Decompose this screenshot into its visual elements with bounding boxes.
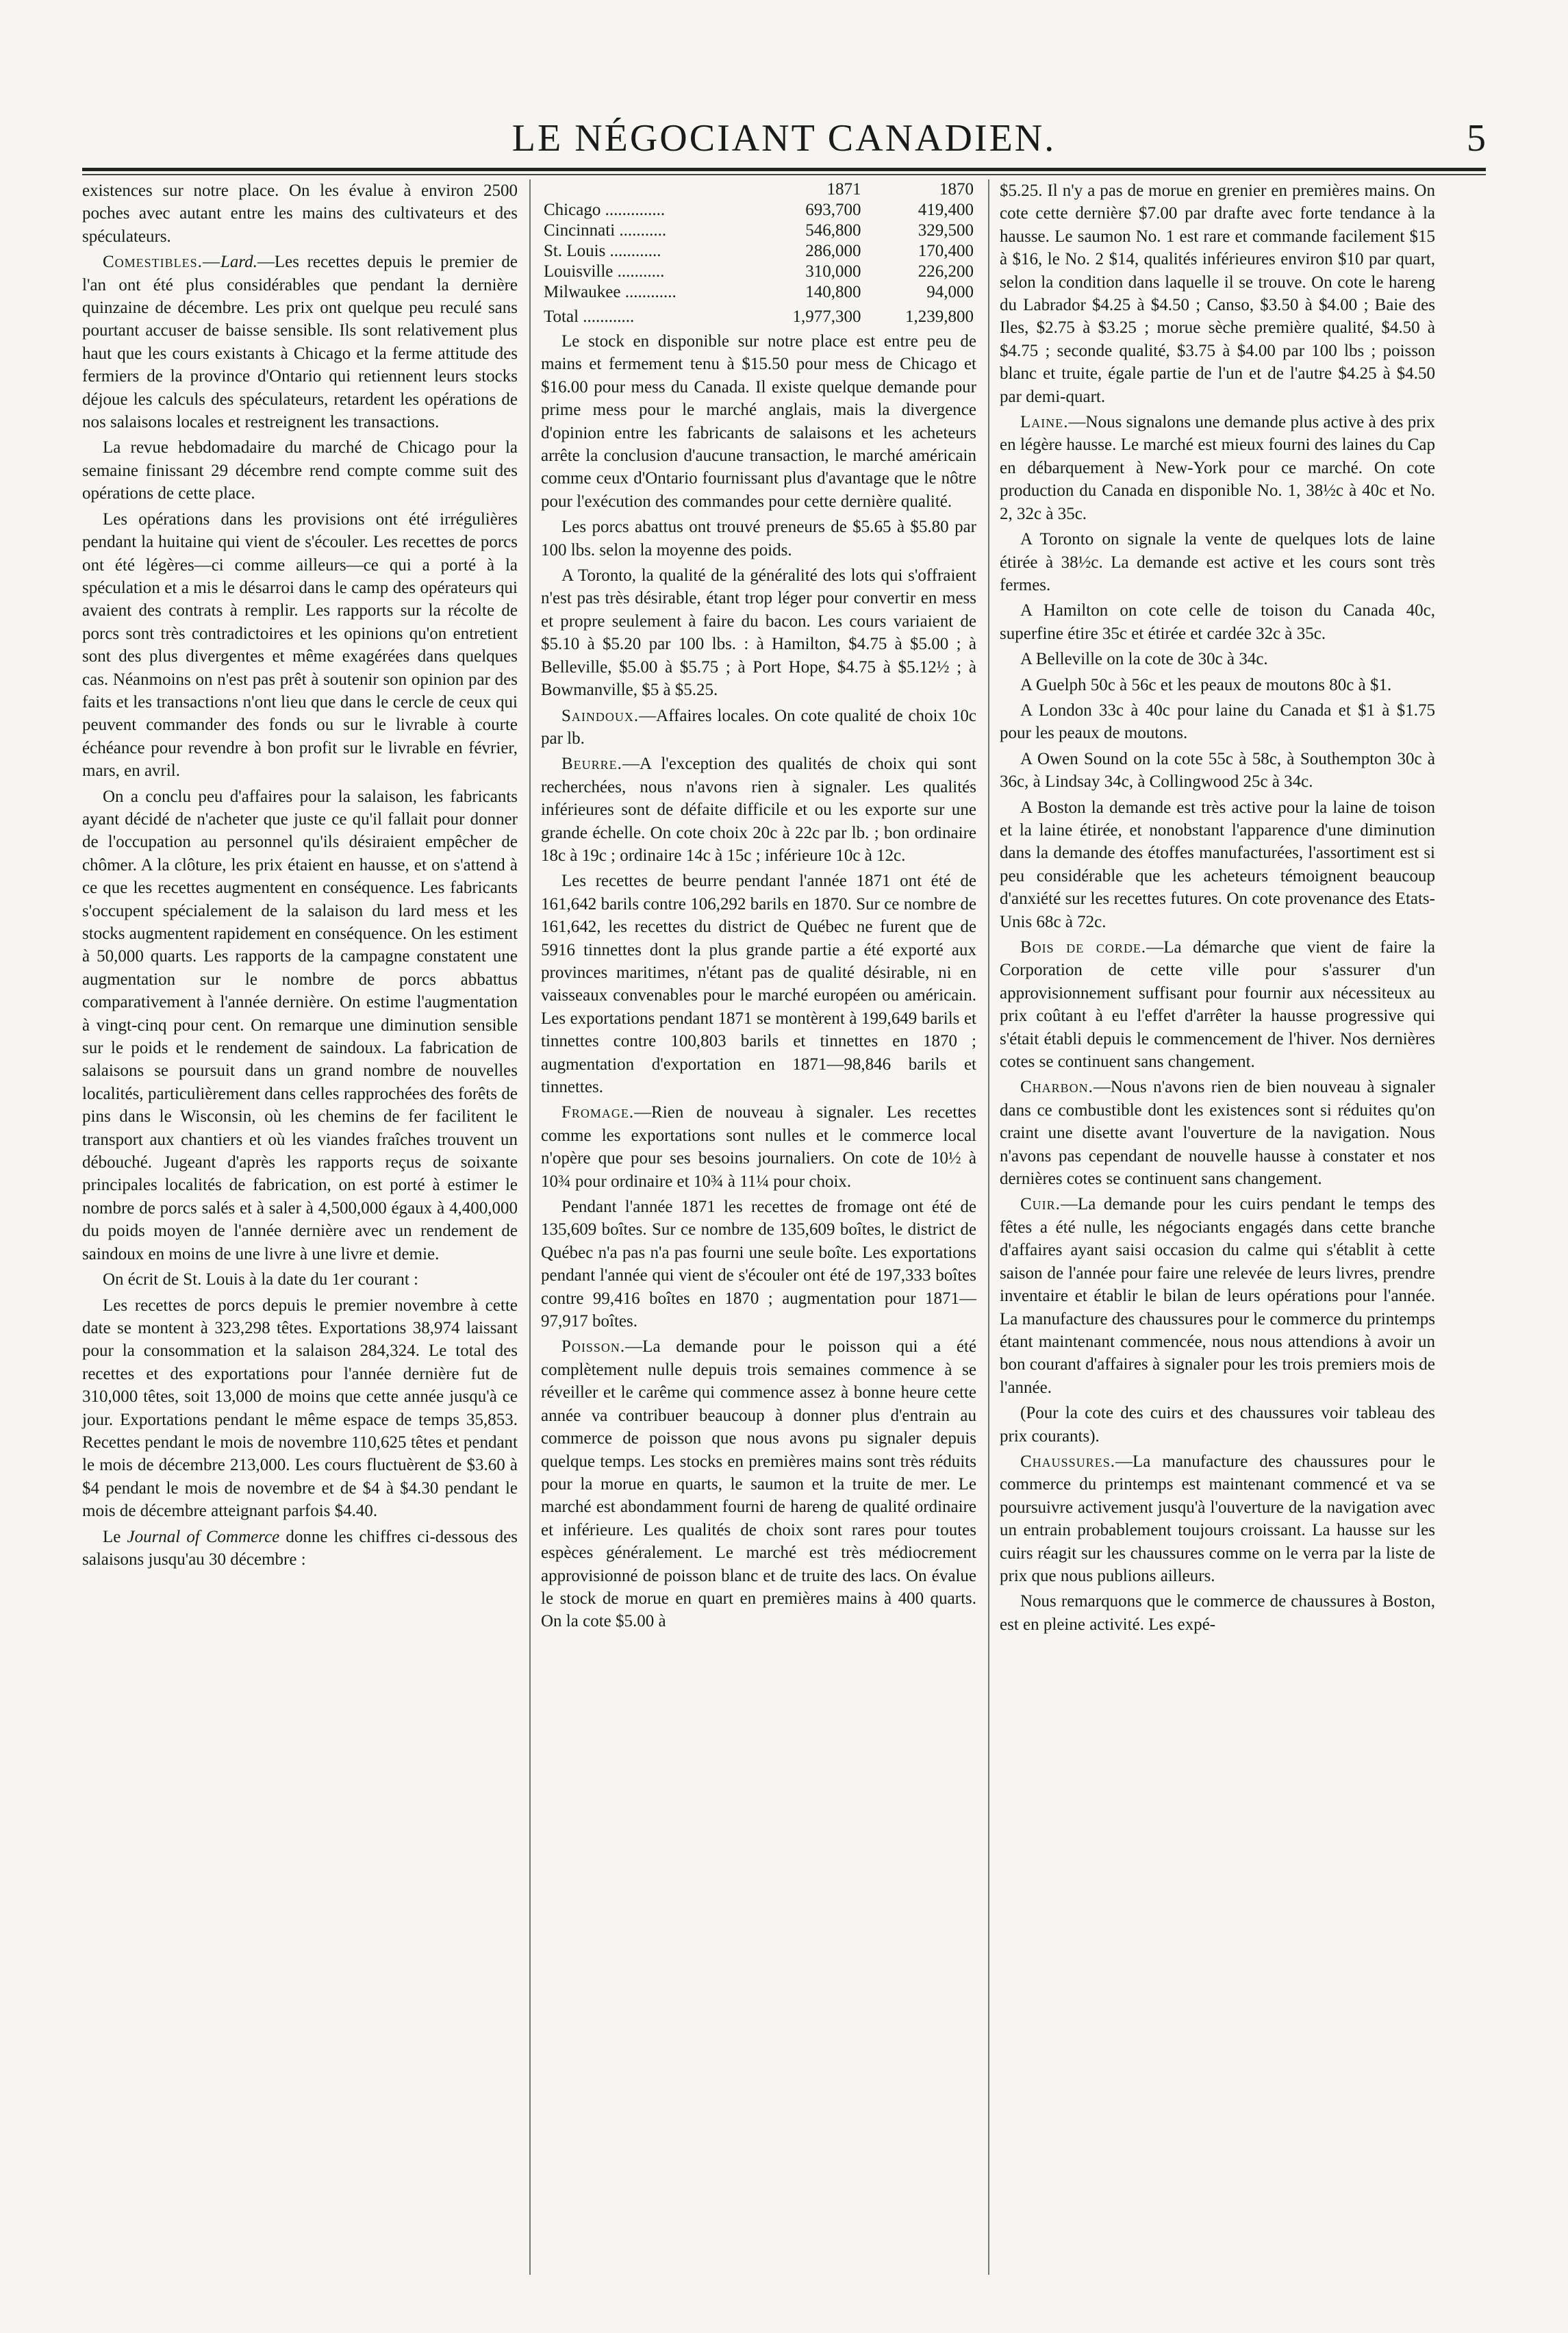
- value-1871-cell: 140,800: [805, 283, 861, 301]
- value-1871-cell: 310,000: [805, 262, 861, 281]
- total-1871-cell: 1,977,300: [792, 307, 861, 326]
- paragraph: A Guelph 50c à 56c et les peaux de moutons 80c à $1.: [1020, 675, 1392, 694]
- paragraph: A Toronto on signale la vente de quelques lots de laine étirée à 38½c. La demande est active et les cours sont très fermes.: [1000, 530, 1435, 594]
- masthead-title: LE NÉGOCIANT CANADIEN.: [511, 117, 1057, 160]
- paragraph: $5.25. Il n'y a pas de morue en grenier en premières mains. On cote cette dernière $7.00 par drafte avec forte tendance à la hausse. Le saumon No. 1 est rare et commande facilement $15 à $16, le No. 2 $14, qualités inférieures environ $10 par quart, selon la condition dans laquelle il se trouve. On cote le hareng du Labrador $4.25 à $4.50 ; Canso, $3.50 à $4.00 ; Baie des Iles, $2.75 à $3.25 ; morue sèche première qualité, $4.50 à $4.75 ; seconde qualité, $3.75 à $4.00 par 100 lbs ; poisson blanc et truite, égale partie de l'un et de l'autre $4.25 à $4.50 par demi-quart.: [1000, 181, 1435, 406]
- paragraph: Les opérations dans les provisions ont été irrégulières pendant la huitaine qui vient de s'écouler. Les recettes de porcs ont été légères—ci comme ailleurs—ce qui a porté à la spéculation et a mis le désarroi dans le camp des opérateurs qui avaient des contrats à remplir. Les rapports sur la récolte de porcs sont très contradictoires et les opinions qu'on entretient sont des plus divergentes et même exagérées dans quelques cas. Néanmoins on n'est pas prêt à soutenir son opinion par des faits et les transactions n'ont lieu que dans le cercle de ceux qui peuvent commander des fonds ou sur le livrable à courte échéance pour revendre à bon profit sur le livrable en février, mars, en avril.: [82, 509, 518, 781]
- paragraph-poisson: [541, 1335, 976, 1632]
- value-1871-cell: 693,700: [805, 201, 861, 219]
- page-number: 5: [1467, 117, 1486, 160]
- section-sublead: Lard.: [220, 253, 257, 272]
- table-row: [541, 200, 976, 220]
- table-total-row: [541, 303, 976, 327]
- value-1870-cell: 329,500: [918, 221, 974, 240]
- total-label-cell: Total ............: [544, 307, 635, 326]
- paragraph: La revue hebdomadaire du marché de Chicago pour la semaine finissant 29 décembre rend compte comme suit des opérations de cette place.: [82, 438, 518, 503]
- table-header-1871: 1871: [826, 180, 861, 199]
- paragraph-laine: [1000, 411, 1435, 525]
- paragraph-text: —La démarche que vient de faire la Corporation de cette ville pour s'assurer d'un approvisionnement suffisant pour fournir aux nécessiteux au prix coûtant à eu l'effet d'arrêter la hausse progressive qui s'était établi depuis le commencement de l'hiver. Nos dernières cotes se continuent sans changement.: [1000, 938, 1435, 1072]
- header-rule-thick: [82, 168, 1486, 171]
- paragraph: A Boston la demande est très active pour la laine de toison et la laine étirée, et nonobstant l'apparence d'une diminution dans la demande des étoffes manufacturées, l'assortiment est si peu considérable que les acheteurs témoignent beaucoup d'anxiété sur les recettes futures. On cote provenance des Etats-Unis 68c à 72c.: [1000, 798, 1435, 931]
- paragraph: Les recettes de beurre pendant l'année 1871 ont été de 161,642 barils contre 106,292 barils en 1870. Sur ce nombre de 161,642, les recettes du district de Québec ne furent que de 5916 tinnettes dont la plus grande partie a été exporté aux provinces maritimes, n'étant pas de qualité désirable, ni en vaisseaux convenables pour le marché européen ou américain. Les exportations pendant 1871 se montèrent à 199,649 barils et tinnettes contre 100,803 barils et tinnettes en 1870 ; augmentation d'exportation en 1871—98,846 barils et tinnettes.: [541, 872, 976, 1096]
- paragraph: A Toronto, la qualité de la généralité des lots qui s'offraient n'est pas très désirable, étant trop léger pour convertir en mess et propre seulement à faire du bacon. Les cours variaient de $5.10 à $5.20 par 100 lbs. : à Hamilton, $4.75 à $5.00 ; à Belleville, $5.00 à $5.75 ; à Port Hope, $4.75 à $5.12½ ; à Bowmanville, $5 à $5.25.: [541, 566, 976, 700]
- paragraph: Le stock en disponible sur notre place est entre peu de mains et fermement tenu à $15.50 pour mess de Chicago et $16.00 pour mess du Canada. Il existe quelque demande pour prime mess pour le marché anglais, mais la divergence d'opinion entre les fabricants de salaisons et les acheteurs arrête la conclusion d'aucune transaction, le marché américain comme ceux d'Ontario fournissant plus d'avantage que le nôtre pour l'exécution des commandes pour cette dernière qualité.: [541, 332, 976, 511]
- paragraph-journal: [82, 1526, 518, 1572]
- paragraph: existences sur notre place. On les évalue à environ 2500 poches avec autant entre les mains des cultivateurs et des spéculateurs.: [82, 181, 518, 246]
- paragraph-text: —Nous n'avons rien de bien nouveau à signaler dans ce combustible dont les existences sont si réduites qu'on craint une disette avant l'ouverture de la navigation. Nous n'avons pas cependant de nouvelle hausse à constater et nos dernières cotes se continuent sans changement.: [1000, 1078, 1435, 1189]
- paragraph-chaussures: [1000, 1450, 1435, 1587]
- header-rule-thin: [82, 174, 1486, 175]
- paragraph-cuir: [1000, 1193, 1435, 1399]
- column-1: [82, 179, 518, 1574]
- paragraph: On écrit de St. Louis à la date du 1er courant :: [103, 1270, 418, 1289]
- column-3: [1000, 179, 1435, 1639]
- salaisons-table: [541, 179, 976, 327]
- table-header-blank: [541, 179, 751, 200]
- paragraph-text: donne les chiffres ci-dessous des salaisons jusqu'au 30 décembre :: [82, 1527, 518, 1569]
- paragraph: A Hamilton on cote celle de toison du Canada 40c, superfine étire 35c et étirée et cardée 32c à 35c.: [1000, 601, 1435, 643]
- paragraph: (Pour la cote des cuirs et des chaussures voir tableau des prix courants).: [1000, 1404, 1435, 1446]
- paragraph: A London 33c à 40c pour laine du Canada et $1 à $1.75 pour les peaux de moutons.: [1000, 701, 1435, 743]
- paragraph-text: —La manufacture des chaussures pour le commerce du printemps est maintenant commencé et va se poursuivre activement jusqu'à l'ouverture de la navigation avec un entrain probablement toujours croissant. La hausse sur les cuirs réagit sur les chaussures comme on le verra par la liste de prix que nous publions ailleurs.: [1000, 1452, 1435, 1585]
- paragraph: Les porcs abattus ont trouvé preneurs de $5.65 à $5.80 par 100 lbs. selon la moyenne des poids.: [541, 518, 976, 559]
- paragraph-text: —Rien de nouveau à signaler. Les recettes comme les exportations sont nulles et le commerce local n'opère que pour ses besoins journaliers. On cote de 10½ à 10¾ pour ordinaire et 10¾ à 11¼ pour choix.: [541, 1103, 976, 1191]
- section-lead: Poisson.: [561, 1337, 626, 1357]
- paragraph-text: —A l'exception des qualités de choix qui sont recherchées, nous n'avons rien à signaler. Les qualités inférieures sont de défaite difficile et ou les exporte sur une grande échelle. On cote choix 20c à 22c par lb. ; bon ordinaire 18c à 19c ; ordinaire 14c à 15c ; inférieure 10c à 12c.: [541, 755, 976, 865]
- paragraph: On a conclu peu d'affaires pour la salaison, les fabricants ayant décidé de n'acheter que juste ce qu'il fallait pour donner de l'occupation au personnel qu'ils désiraient empêcher de chômer. A la clôture, les prix étaient en hausse, et on s'attend à ce que les recettes augmentent en conséquence. Les fabricants s'occupent spécialement de la salaison du lard mess et les stocks augmentent rapidement en conséquence. On les estiment à 50,000 quarts. Les rapports de la campagne constatent une augmentation sur le nombre de porcs abbattus comparativement à l'année dernière. On estime l'augmentation à vingt-cinq pour cent. On remarque une diminution sensible sur le poids et le rendement de saindoux. La fabrication de salaisons se poursuit dans un grand nombre de nouvelles localités, particulièrement dans celles rapprochées des forêts de pins dans le Wisconsin, où les chemins de fer facilitent le transport aux chantiers et où les viandes fraîches trouvent un débouché. Jugeant d'après les rapports reçus de soixante principales localités de fabrication, on est porté à estimer le nombre de porcs salés et à saler à 4,500,000 égaux à 4,400,000 du poids moyen de l'année dernière avec un rendement de saindoux en moins de une livre à une livre et demie.: [82, 787, 518, 1263]
- value-1870-cell: 94,000: [926, 283, 974, 301]
- section-lead: Bois de corde.: [1020, 938, 1147, 957]
- section-lead: Saindoux.: [561, 706, 640, 725]
- paragraph-text: —Nous signalons une demande plus active à des prix en légère hausse. Le marché est mieux fourni des laines du Cap en débarquement à New-York pour ce marché. On cote production du Canada en disponible No. 1, 38½c à 40c et No. 2, 32c à 35c.: [1000, 413, 1435, 523]
- paragraph: A Belleville on la cote de 30c à 34c.: [1020, 650, 1268, 669]
- paragraph-text: —La demande pour le poisson qui a été complètement nulle depuis trois semaines commence à se réveiller et le carême qui commence assez à bonne heure cette année va contribuer beaucoup à donner plus d'entrain au commerce de poisson que nous avons pu signaler depuis quelque temps. Les stocks en premières mains sont très réduits pour la morue en quarts, le saumon et la truite de mer. Le marché est abondamment fourni de hareng de qualité ordinaire et inférieure. Les qualités de choix sont rares pour toutes espèces généralement. Le marché est très médiocrement approvisionné de poisson blanc et de truite des lacs. On évalue le stock de morue en quart en premières mains à 400 quarts. On la cote $5.00 à: [541, 1337, 976, 1631]
- paragraph: Pendant l'année 1871 les recettes de fromage ont été de 135,609 boîtes. Sur ce nombre de 135,609 boîtes, le district de Québec n'a pas n'a pas fourni une seule boîte. Les exportations pendant l'année qui vient de s'écouler ont été de 197,333 boîtes contre 99,416 boîtes en 1870 ; augmentation pour 1871—97,917 boîtes.: [541, 1198, 976, 1331]
- table-row: [541, 282, 976, 303]
- paragraph-bois: [1000, 936, 1435, 1073]
- section-lead: Chaussures.: [1020, 1452, 1115, 1471]
- paragraph-text: —La demande pour les cuirs pendant le temps des fêtes a été nulle, les négociants engagés dans cette branche d'affaires ayant saisi occasion du calme qui s'établit à cette saison de l'année pour faire une relevée de leurs livres, prendre inventaire et établir le bilan de leurs opérations pour l'année. La manufacture des chaussures pour le commerce du printemps étant maintenant commencée, nous nous attendions à avoir un bon courant d'affaires à signaler pour les trois premiers mois de l'année.: [1000, 1195, 1435, 1397]
- city-cell: Chicago ..............: [544, 201, 666, 219]
- table-row: [541, 220, 976, 241]
- column-divider-1: [529, 179, 531, 2275]
- city-cell: St. Louis ............: [544, 242, 661, 260]
- table-header-row: [541, 179, 976, 200]
- paragraph-beurre: [541, 753, 976, 867]
- value-1870-cell: 226,200: [918, 262, 974, 281]
- value-1871-cell: 286,000: [805, 242, 861, 260]
- paragraph-saindoux: [541, 705, 976, 751]
- value-1870-cell: 419,400: [918, 201, 974, 219]
- page-header: [82, 110, 1486, 164]
- section-lead: Comestibles.—: [103, 253, 220, 272]
- city-cell: Milwaukee ............: [544, 283, 676, 301]
- section-lead: Laine.: [1020, 413, 1069, 432]
- column-divider-2: [988, 179, 989, 2275]
- section-lead: Beurre.: [561, 755, 622, 774]
- total-1870-cell: 1,239,800: [905, 307, 974, 326]
- paragraph: Nous remarquons que le commerce de chaussures à Boston, est en pleine activité. Les expé-: [1000, 1592, 1435, 1634]
- paragraph: A Owen Sound on la cote 55c à 58c, à Southempton 30c à 36c, à Lindsay 34c, à Collingwood 25c à 34c.: [1000, 749, 1435, 792]
- section-lead: Charbon.: [1020, 1078, 1093, 1097]
- city-cell: Louisville ...........: [544, 262, 665, 281]
- paragraph-text: —Affaires locales. On cote qualité de choix 10c par lb.: [541, 706, 976, 748]
- paragraph-fromage: [541, 1101, 976, 1193]
- table-row: [541, 241, 976, 262]
- value-1870-cell: 170,400: [918, 242, 974, 260]
- paragraph: Les recettes de porcs depuis le premier novembre à cette date se montent à 323,298 têtes. Exportations 38,974 laissant pour la consommation et la salaison 284,324. Le total des recettes et des exportations pour l'année dernière fut de 310,000 têtes, soit 13,000 de moins que cette année jusqu'à ce jour. Exportations pendant le même espace de temps 35,853. Recettes pendant le mois de novembre 110,625 têtes et pendant le mois de décembre 213,000. Les cours fluctuèrent de $3.60 à $4 pendant le mois de novembre et de $4 à $4.30 pendant le mois de décembre atteignant parfois $4.40.: [82, 1296, 518, 1521]
- paragraph-text: —Les recettes depuis le premier de l'an ont été plus considérables que pendant la dernière quinzaine de décembre. Les prix ont quelque peu reculé sans pourtant accuser de baisse sensible. Ils sont relativement plus haut que les cours existants à Chicago et la ferme attitude des fermiers de la province d'Ontario qui retiennent leurs stocks déjoue les calculs des spéculateurs, retardent les opérations de nos salaisons locales et restreignent les transactions.: [82, 253, 518, 432]
- section-lead: Cuir.: [1020, 1195, 1061, 1214]
- paragraph-charbon: [1000, 1076, 1435, 1190]
- table-row: [541, 262, 976, 282]
- section-lead: Fromage.: [561, 1103, 635, 1122]
- paragraph-text: Le: [103, 1527, 127, 1546]
- paragraph-comestibles: [82, 251, 518, 433]
- value-1871-cell: 546,800: [805, 221, 861, 240]
- journal-title: Journal of Commerce: [127, 1527, 280, 1546]
- column-2: [541, 179, 976, 1636]
- table-header-1870: 1870: [939, 180, 974, 199]
- city-cell: Cincinnati ...........: [544, 221, 667, 240]
